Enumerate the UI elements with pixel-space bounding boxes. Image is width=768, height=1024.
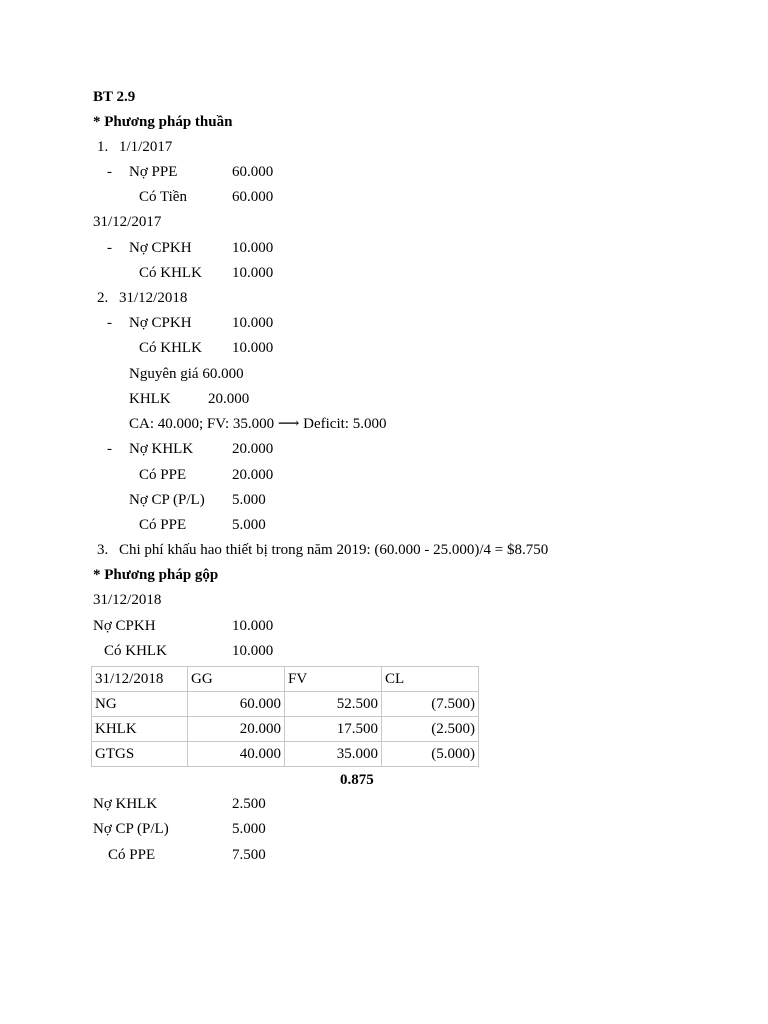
item-date-1: 1/1/2017	[119, 139, 173, 155]
entry-amount: 5.000	[232, 821, 266, 837]
section-heading-net-method: * Phương pháp thuần	[93, 114, 233, 130]
entry-amount: 10.000	[232, 618, 274, 634]
entry-account: Có PPE	[139, 517, 187, 533]
table-cell: 35.000	[285, 742, 382, 767]
entry-account: Nợ CP (P/L)	[129, 492, 205, 508]
table-header-cell: CL	[382, 667, 479, 692]
entry-account: Có KHLK	[139, 265, 202, 281]
table-cell: KHLK	[92, 717, 188, 742]
accumulated-depreciation-amount: 20.000	[208, 391, 250, 407]
revaluation-table	[91, 666, 479, 767]
table-cell: GTGS	[92, 742, 188, 767]
entry-account: Nợ CPKH	[93, 618, 156, 634]
date-label: 31/12/2018	[93, 592, 162, 608]
entry-amount: 2.500	[232, 796, 266, 812]
date-label: 31/12/2017	[93, 214, 162, 230]
entry-amount: 10.000	[232, 240, 274, 256]
table-header-cell: FV	[285, 667, 382, 692]
section-heading-gross-method: * Phương pháp gộp	[93, 567, 219, 583]
entry-amount: 10.000	[232, 340, 274, 356]
carrying-amount-line: CA: 40.000; FV: 35.000 ⟶ Deficit: 5.000	[129, 416, 387, 432]
ratio-value: 0.875	[340, 772, 374, 788]
original-cost-line: Nguyên giá 60.000	[129, 366, 244, 382]
item-number-3: 3.	[97, 542, 109, 558]
table-cell: 40.000	[188, 742, 285, 767]
entry-amount: 60.000	[232, 189, 274, 205]
table-cell: 52.500	[285, 692, 382, 717]
entry-amount: 10.000	[232, 315, 274, 331]
table-header-cell: 31/12/2018	[92, 667, 188, 692]
entry-account: Có PPE	[139, 467, 187, 483]
entry-account: Nợ KHLK	[129, 441, 194, 457]
item-date-2: 31/12/2018	[119, 290, 188, 306]
entry-account: Có PPE	[108, 847, 156, 863]
entry-account: Nợ CPKH	[129, 315, 192, 331]
entry-account: Có KHLK	[104, 643, 167, 659]
table-cell: NG	[92, 692, 188, 717]
accumulated-depreciation-label: KHLK	[129, 391, 171, 407]
entry-amount: 7.500	[232, 847, 266, 863]
entry-amount: 10.000	[232, 643, 274, 659]
table-row	[92, 692, 479, 717]
table-cell: 17.500	[285, 717, 382, 742]
table-header-row	[92, 667, 479, 692]
entry-dash: -	[107, 240, 112, 256]
entry-amount: 60.000	[232, 164, 274, 180]
entry-amount: 20.000	[232, 441, 274, 457]
table-cell: (7.500)	[382, 692, 479, 717]
entry-dash: -	[107, 315, 112, 331]
exercise-title: BT 2.9	[93, 89, 136, 105]
entry-account: Có Tiền	[139, 189, 187, 205]
table-cell: 20.000	[188, 717, 285, 742]
entry-amount: 10.000	[232, 265, 274, 281]
entry-amount: 5.000	[232, 492, 266, 508]
entry-amount: 5.000	[232, 517, 266, 533]
table-cell: (5.000)	[382, 742, 479, 767]
entry-amount: 20.000	[232, 467, 274, 483]
table-cell: 60.000	[188, 692, 285, 717]
table-row	[92, 717, 479, 742]
entry-account: Có KHLK	[139, 340, 202, 356]
entry-account: Nợ CP (P/L)	[93, 821, 169, 837]
entry-dash: -	[107, 164, 112, 180]
depreciation-2019-line: Chi phí khấu hao thiết bị trong năm 2019: (60.000 - 25.000)/4 = $8.750	[119, 542, 549, 558]
item-number-2: 2.	[97, 290, 109, 306]
entry-account: Nợ KHLK	[93, 796, 158, 812]
entry-dash: -	[107, 441, 112, 457]
entry-account: Nợ CPKH	[129, 240, 192, 256]
entry-account: Nợ PPE	[129, 164, 178, 180]
table-header-cell: GG	[188, 667, 285, 692]
item-number-1: 1.	[97, 139, 109, 155]
table-row	[92, 742, 479, 767]
table-cell: (2.500)	[382, 717, 479, 742]
